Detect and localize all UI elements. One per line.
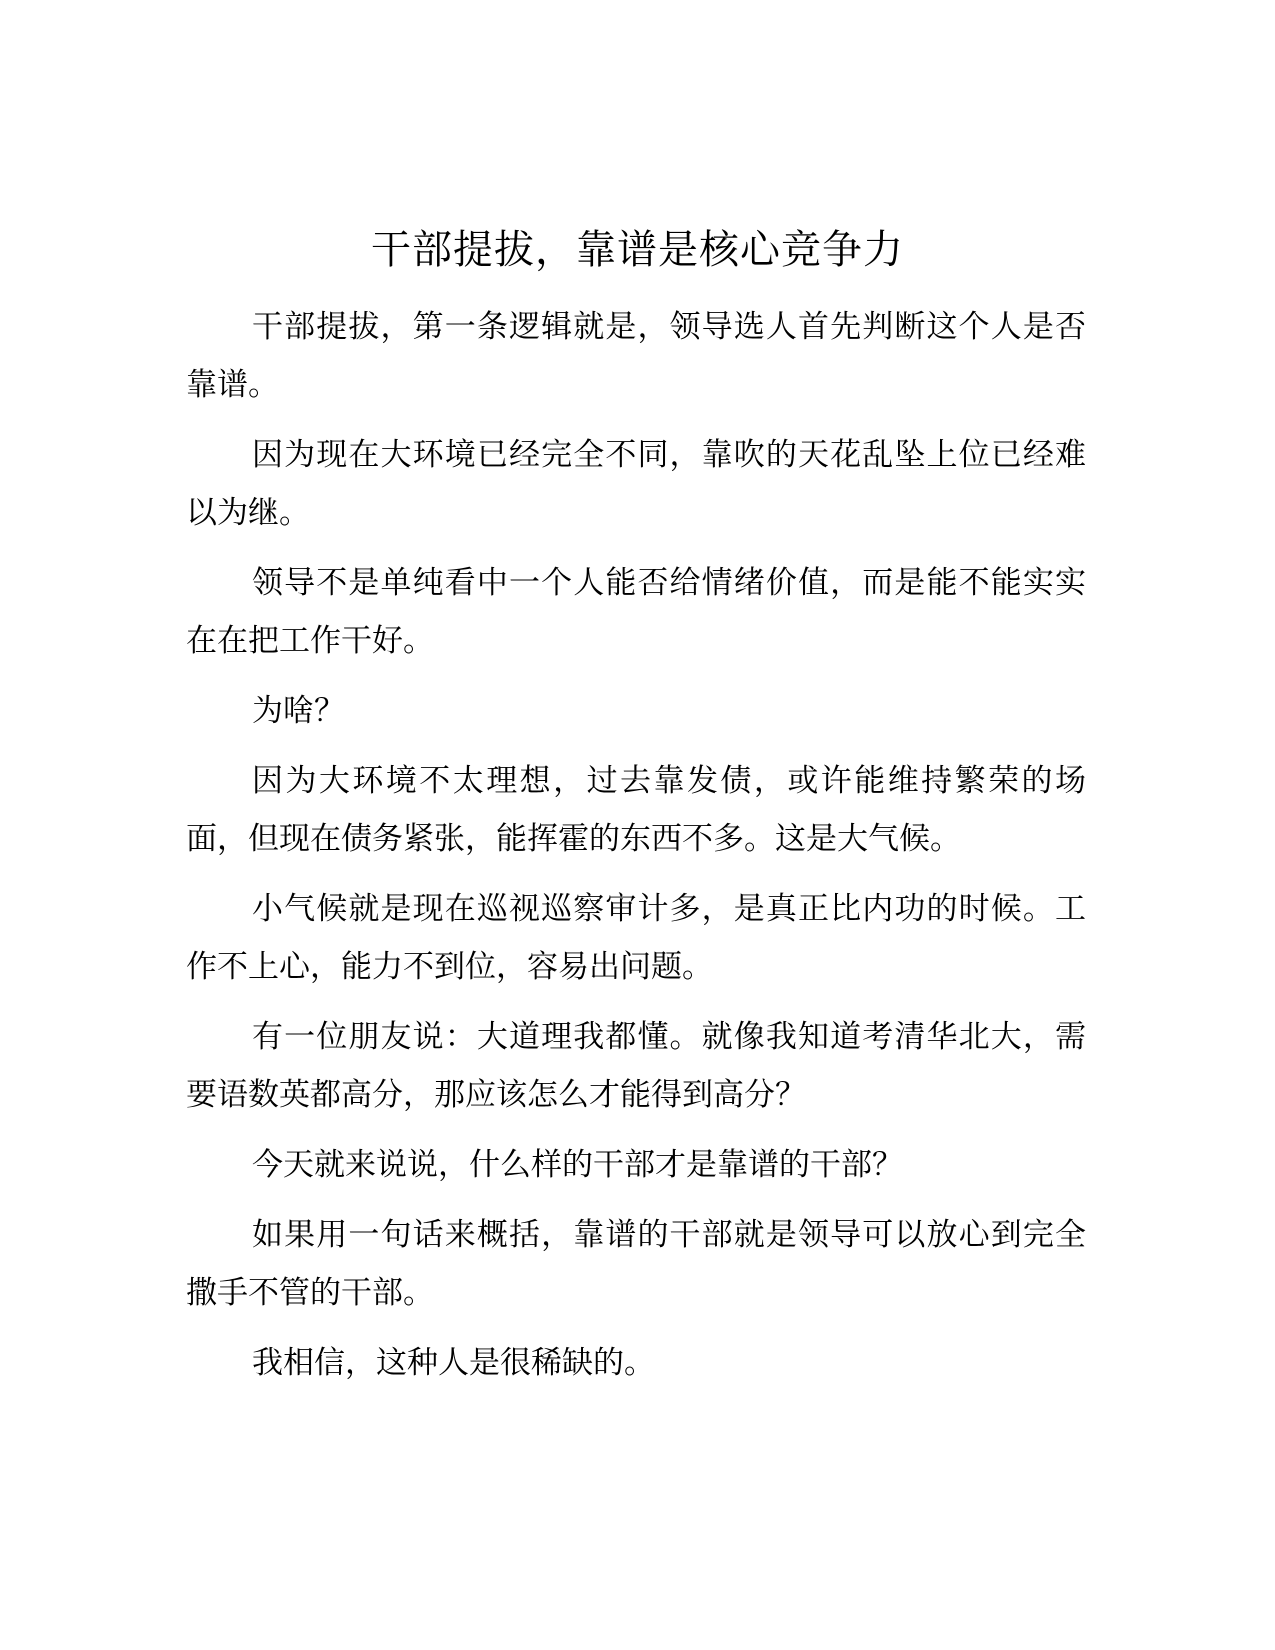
paragraph: 如果用一句话来概括，靠谱的干部就是领导可以放心到完全撒手不管的干部。 xyxy=(186,1217,1086,1311)
paragraph: 为啥？ xyxy=(252,693,345,729)
paragraph: 因为现在大环境已经完全不同，靠吹的天花乱坠上位已经难以为继。 xyxy=(186,437,1086,531)
paragraph: 领导不是单纯看中一个人能否给情绪价值，而是能不能实实在在把工作干好。 xyxy=(186,565,1086,659)
document-title: 干部提拔，靠谱是核心竞争力 xyxy=(371,227,904,273)
document-body xyxy=(186,298,1086,1404)
paragraph: 我相信，这种人是很稀缺的。 xyxy=(252,1345,655,1381)
paragraph: 因为大环境不太理想，过去靠发债，或许能维持繁荣的场面，但现在债务紧张，能挥霍的东西不多。这是大气候。 xyxy=(186,763,1086,857)
paragraph: 小气候就是现在巡视巡察审计多，是真正比内功的时候。工作不上心，能力不到位，容易出问题。 xyxy=(186,891,1086,985)
paragraph: 干部提拔，第一条逻辑就是，领导选人首先判断这个人是否靠谱。 xyxy=(186,309,1086,403)
paragraph: 有一位朋友说：大道理我都懂。就像我知道考清华北大，需要语数英都高分，那应该怎么才能得到高分？ xyxy=(186,1019,1086,1113)
paragraph: 今天就来说说，什么样的干部才是靠谱的干部？ xyxy=(252,1147,903,1183)
